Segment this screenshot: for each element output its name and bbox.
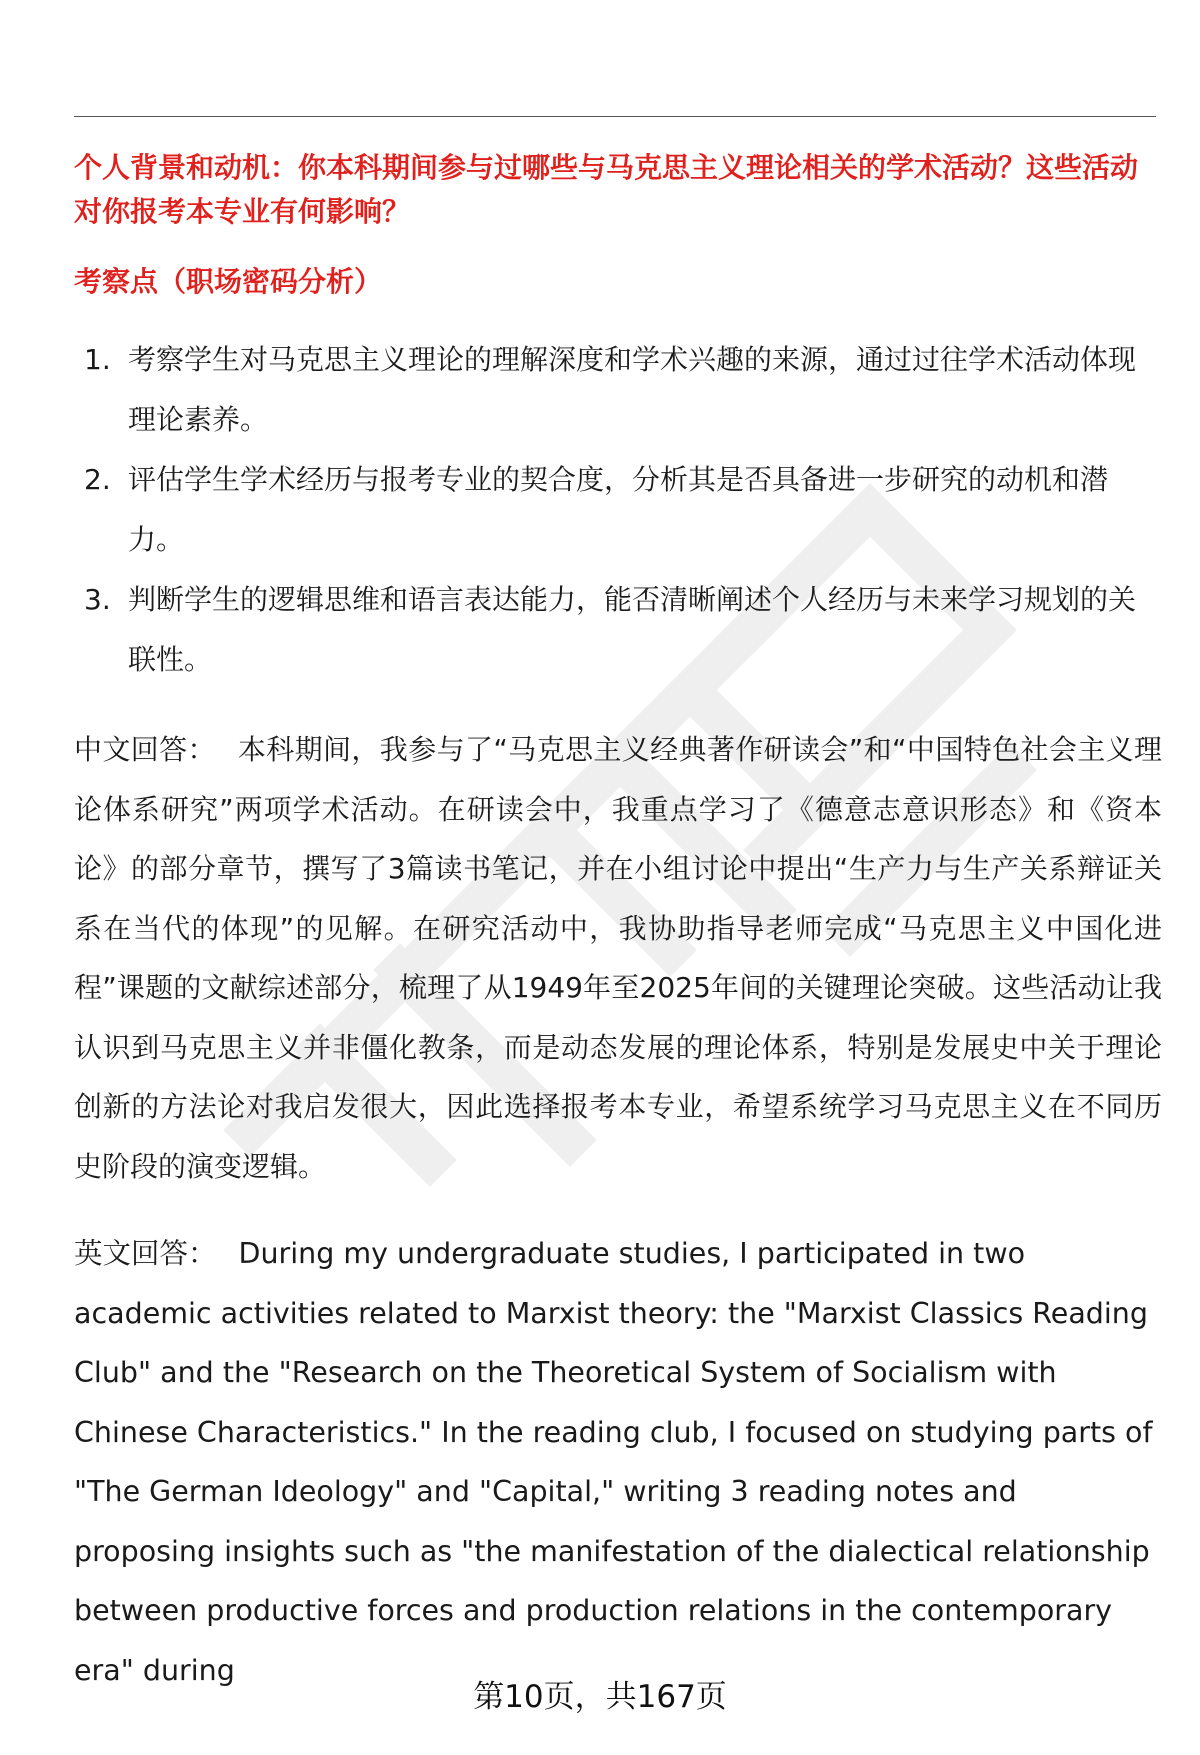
chinese-answer <box>74 720 1162 1196</box>
top-rule <box>74 116 1156 117</box>
english-answer-text: During my undergraduate studies, I participated in two academic activities related to Marxist theory: the "Marxist Classics Reading Club" and the "Research on the Theoretical System of Socialism with Chinese Characteristics." In the reading club, I focused on studying parts of "The German Ideology" and "Capital," writing 3 reading notes and proposing insights such as "the manifestation of the dialectical relationship between productive forces and production relations in the contemporary era" during <box>74 1237 1153 1687</box>
list-item <box>74 450 1154 570</box>
list-item-number: 3. <box>84 583 111 616</box>
list-item-text: 考察学生对马克思主义理论的理解深度和学术兴趣的来源，通过过往学术活动体现理论素养。 <box>128 343 1137 436</box>
chinese-answer-text: 本科期间，我参与了“马克思主义经典著作研读会”和“中国特色社会主义理论体系研究”两项学术活动。在研读会中，我重点学习了《德意志意识形态》和《资本论》的部分章节，撰写了3篇读书笔记，并在小组讨论中提出“生产力与生产关系辩证关系在当代的体现”的见解。在研究活动中，我协助指导老师完成“马克思主义中国化进程”课题的文献综述部分，梳理了从1949年至2025年间的关键理论突破。这些活动让我认识到马克思主义并非僵化教条，而是动态发展的理论体系，特别是发展史中关于理论创新的方法论对我启发很大，因此选择报考本专业，希望系统学习马克思主义在不同历史阶段的演变逻辑。 <box>74 733 1162 1183</box>
evaluation-points-list <box>74 330 1154 690</box>
list-item-text: 判断学生的逻辑思维和语言表达能力，能否清晰阐述个人经历与未来学习规划的关联性。 <box>128 583 1137 676</box>
english-answer <box>74 1224 1162 1700</box>
english-answer-label: 英文回答： <box>74 1237 217 1270</box>
list-item-number: 1. <box>84 343 111 376</box>
list-item <box>74 330 1154 450</box>
page-number-footer: 第10页，共167页 <box>473 1679 727 1715</box>
chinese-answer-label: 中文回答： <box>74 733 216 766</box>
section-title: 考察点（职场密码分析） <box>74 265 383 298</box>
list-item-text: 评估学生学术经历与报考专业的契合度，分析其是否具备进一步研究的动机和潜力。 <box>128 463 1109 556</box>
list-item <box>74 570 1154 690</box>
question-heading: 个人背景和动机：你本科期间参与过哪些与马克思主义理论相关的学术活动？这些活动对你报考本专业有何影响？ <box>74 151 1139 228</box>
list-item-number: 2. <box>84 463 111 496</box>
